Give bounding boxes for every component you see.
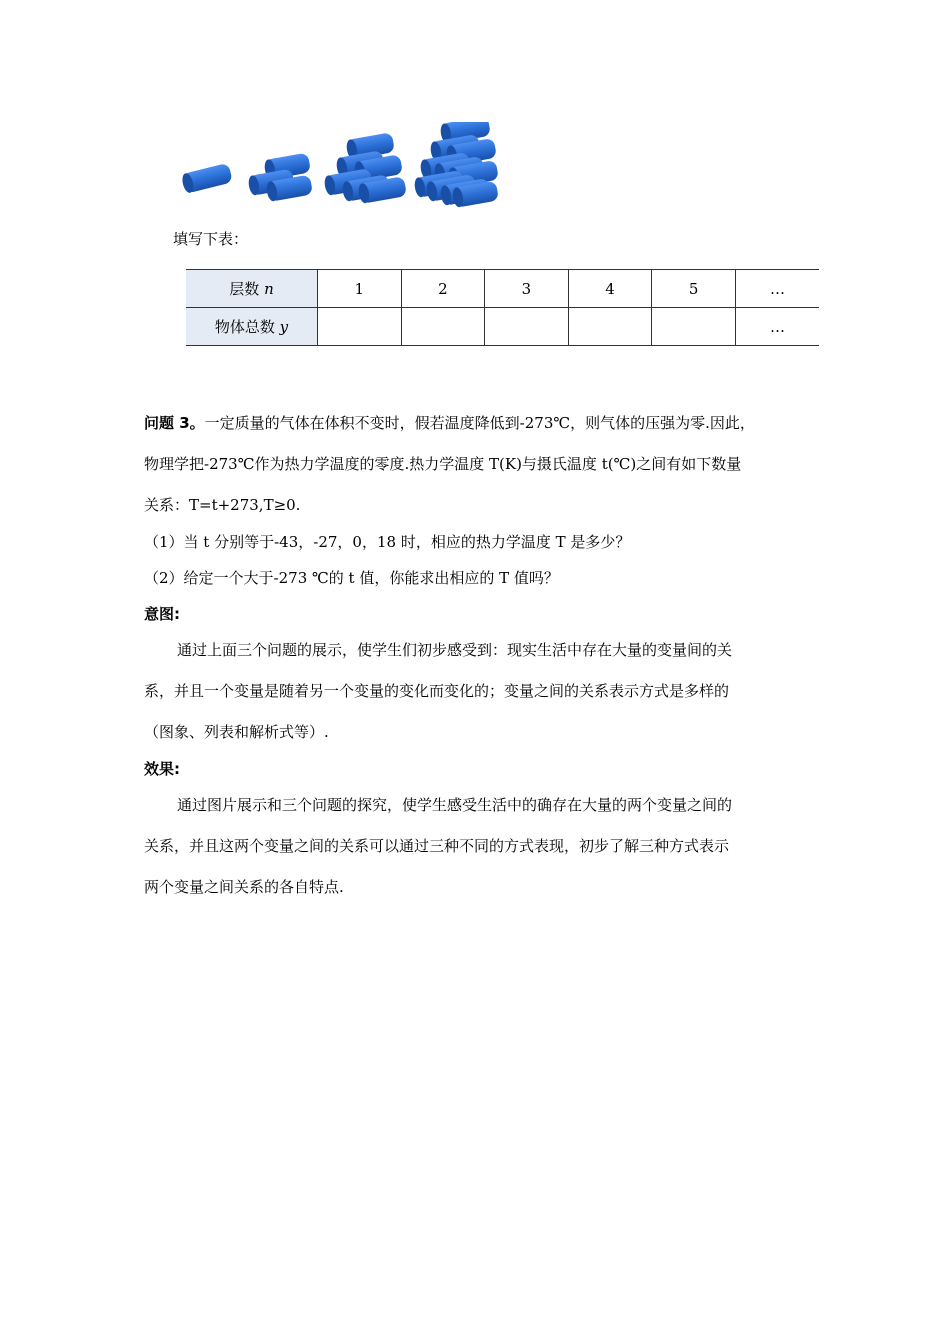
problem3-question-1: （1）当 t 分别等于-43，-27，0，18 时，相应的热力学温度 T 是多少？ xyxy=(144,533,631,551)
table-cell: 2 xyxy=(401,270,485,308)
effect-heading: 效果: xyxy=(144,760,180,778)
table-cell: 1 xyxy=(318,270,402,308)
table-cell-blank xyxy=(401,308,485,346)
row-header-layers xyxy=(186,270,318,308)
table-intro: 填写下表： xyxy=(173,230,249,248)
intent-line2: 系，并且一个变量是随着另一个变量的变化而变化的；变量之间的关系表示方式是多样的 xyxy=(144,682,730,700)
cylinder-stack-4 xyxy=(413,122,499,208)
cylinder-stack-1 xyxy=(181,163,233,194)
table-cell: 3 xyxy=(485,270,569,308)
row-header-label: 层数 xyxy=(229,280,260,298)
cylinder-stack-3 xyxy=(323,132,407,204)
problem3-line2: 物理学把-273℃作为热力学温度的零度.热力学温度 T(K)与摄氏温度 t(℃)之间有如下数量 xyxy=(144,455,742,473)
problem3-line1 xyxy=(144,412,755,433)
row-header-variable: y xyxy=(279,318,289,336)
effect-line2: 关系，并且这两个变量之间的关系可以通过三种不同的方式表现，初步了解三种方式表示 xyxy=(144,837,730,855)
table-cell: 4 xyxy=(568,270,652,308)
table-cell-blank xyxy=(318,308,402,346)
stacked-cylinders-figure xyxy=(180,122,502,212)
problem3-heading: 问题 3。 xyxy=(144,414,205,432)
table-row-total xyxy=(186,308,819,346)
effect-line1: 通过图片展示和三个问题的探究，使学生感受生活中的确存在大量的两个变量之间的 xyxy=(177,796,733,814)
row-header-label: 物体总数 xyxy=(214,318,275,336)
row-header-variable: n xyxy=(264,280,274,298)
problem3-line3: 关系：T=t+273,T≥0. xyxy=(144,496,301,514)
effect-line3: 两个变量之间关系的各自特点. xyxy=(144,878,344,896)
intent-line1: 通过上面三个问题的展示，使学生们初步感受到：现实生活中存在大量的变量间的关 xyxy=(177,641,733,659)
cylinder-stack-2 xyxy=(247,153,313,203)
table-cell: 5 xyxy=(652,270,736,308)
table-cell: … xyxy=(735,308,819,346)
layers-table xyxy=(186,269,819,346)
table-row-layers xyxy=(186,270,819,308)
table-cell-blank xyxy=(652,308,736,346)
table-cell-blank xyxy=(485,308,569,346)
problem3-text: 一定质量的气体在体积不变时，假若温度降低到-273℃，则气体的压强为零.因此， xyxy=(204,414,755,432)
row-header-total xyxy=(186,308,318,346)
table-cell: … xyxy=(735,270,819,308)
intent-heading: 意图: xyxy=(144,605,180,623)
table-cell-blank xyxy=(568,308,652,346)
intent-line3: （图象、列表和解析式等）. xyxy=(144,723,329,741)
problem3-question-2: （2）给定一个大于-273 ℃的 t 值，你能求出相应的 T 值吗？ xyxy=(144,569,559,587)
